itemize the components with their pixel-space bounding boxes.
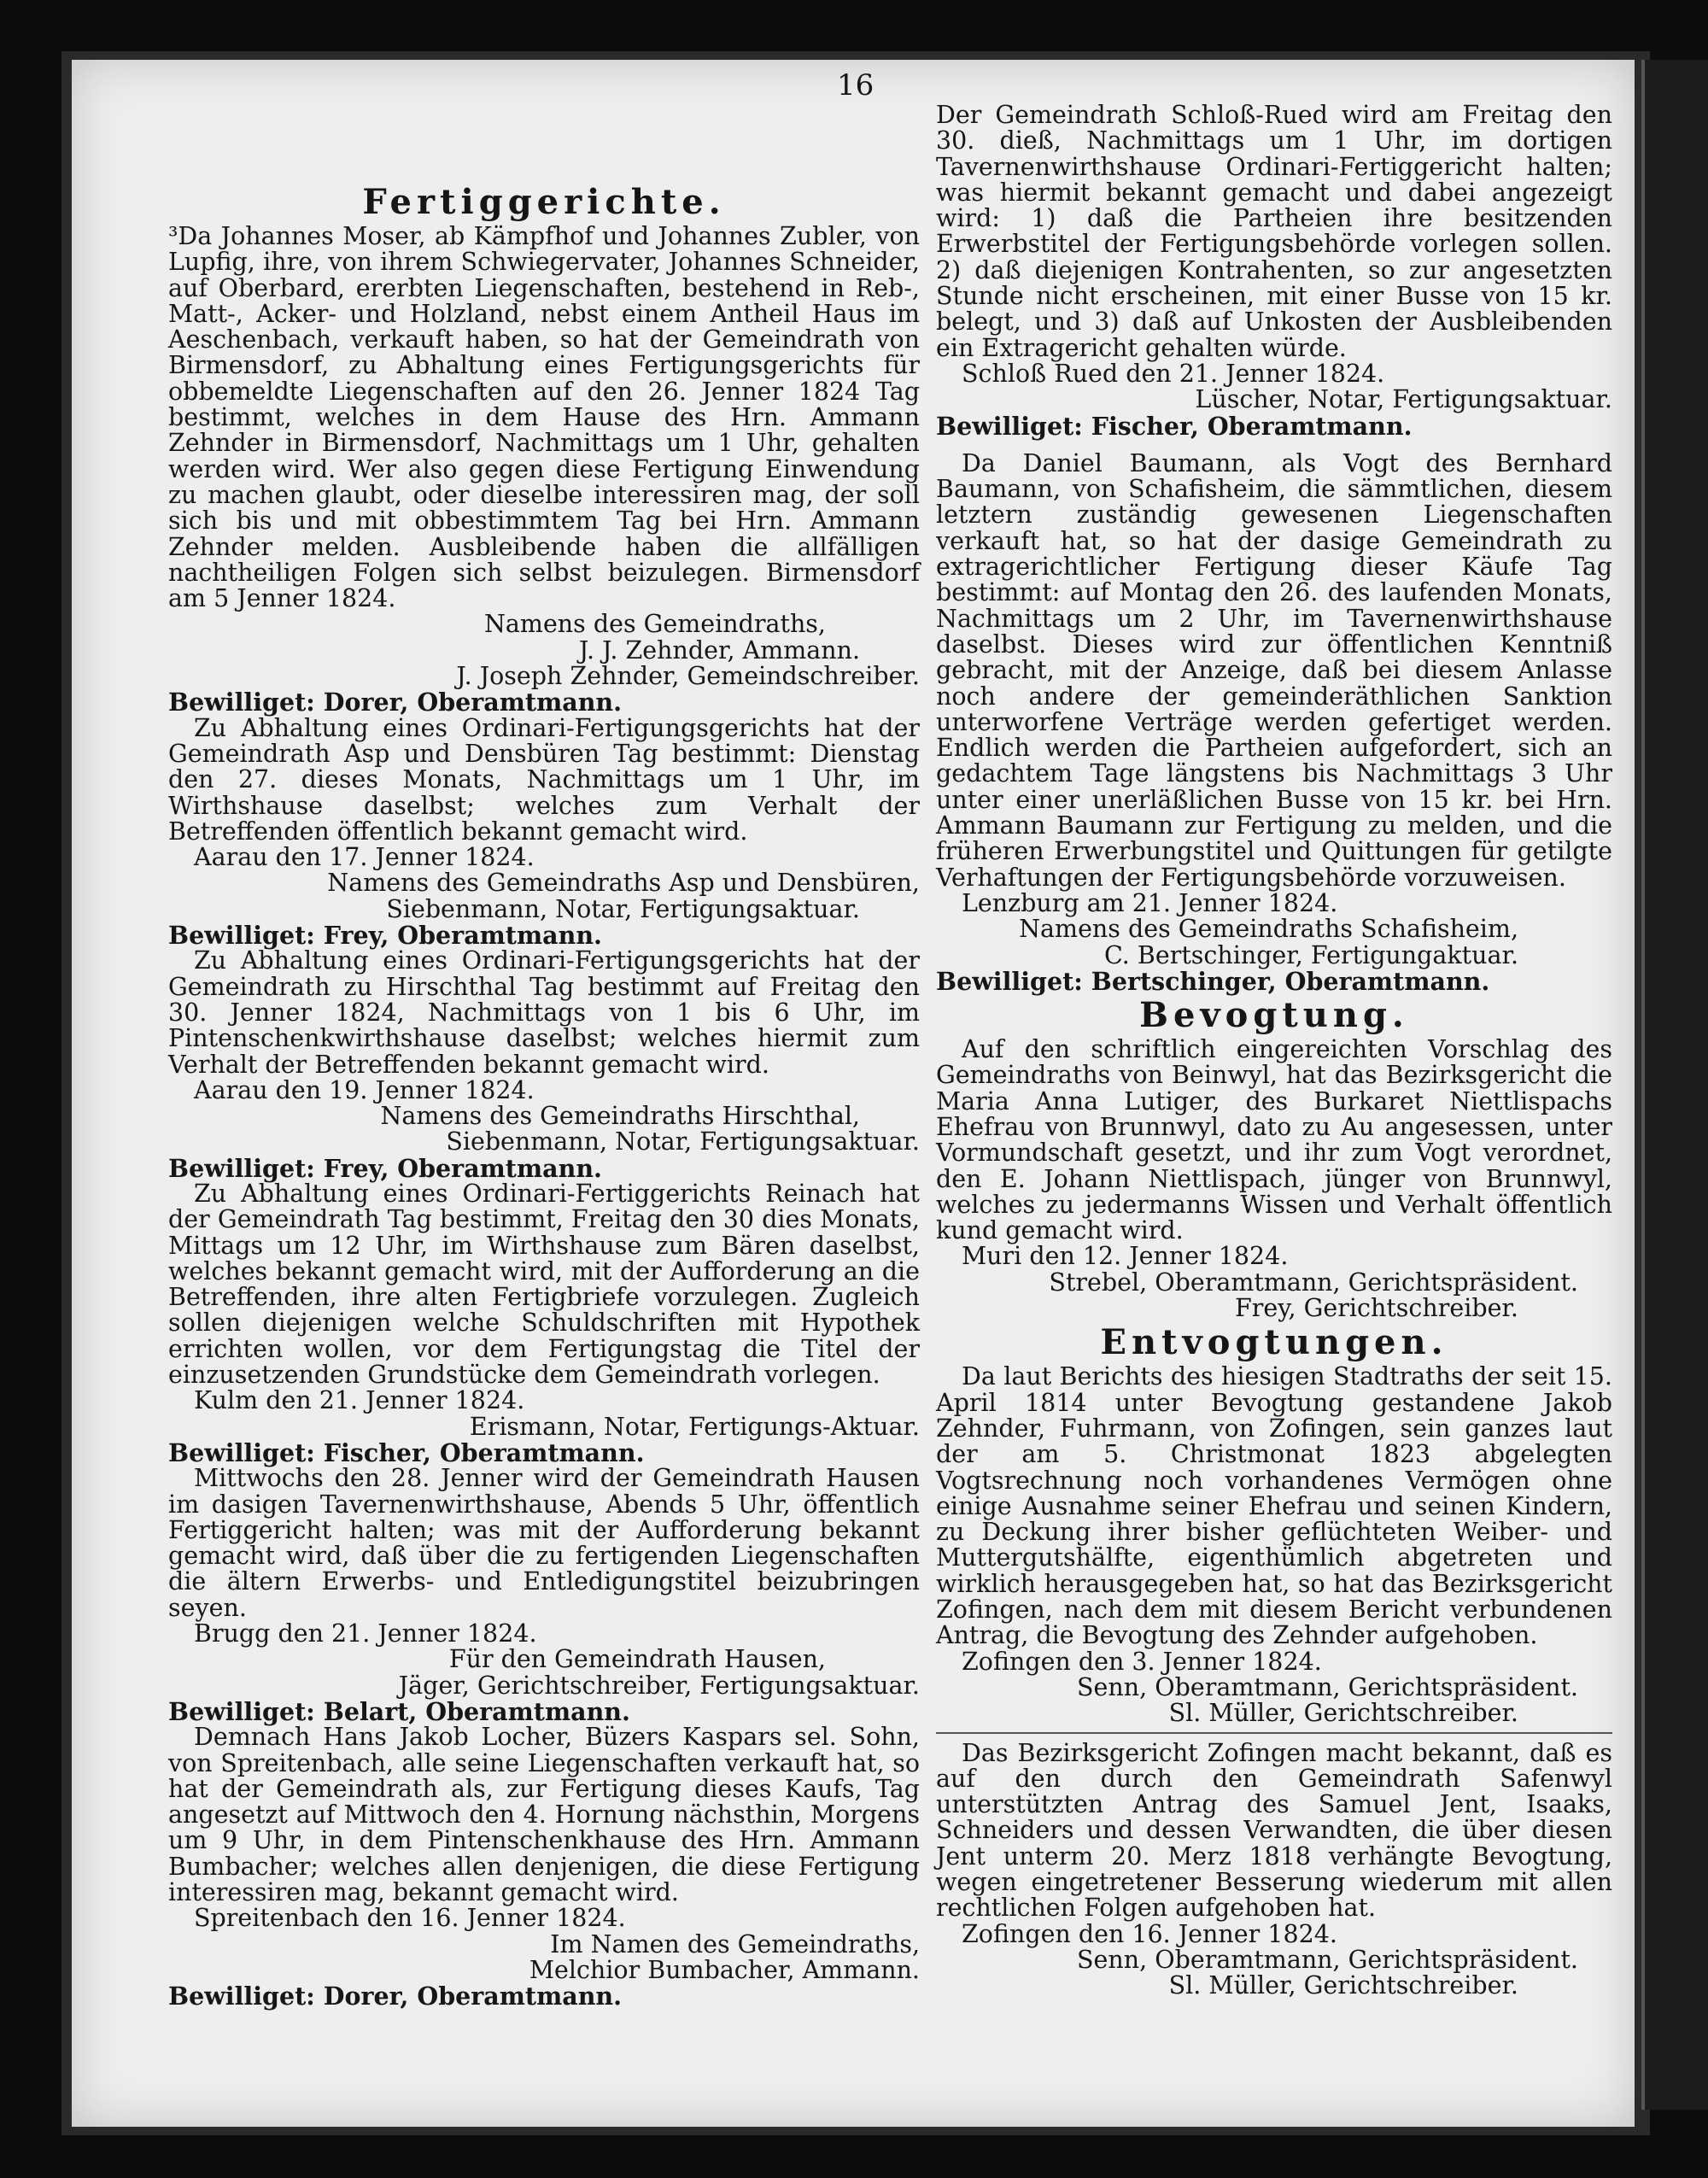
notice-approval: Bewilliget: Dorer, Oberamtmann. (168, 1982, 623, 2011)
notice-signer: J. J. Zehnder, Ammann. (578, 635, 860, 665)
notice-zofingen-zehnder (936, 1364, 1612, 1726)
notice-body: Demnach Hans Jakob Locher, Büzers Kaspars sel. Sohn, von Spreitenbach, alle seine Liegenschaften verkauft hat, so hat der Gemeindrath als, zur Fertigung dieses Kaufs, Tag angesetzt auf Mittwoch den 4. Hornung nächsthin, Morgens um 9 Uhr, in dem Pintenschenkhause des Hrn. Ammann Bumbacher; welches allen denjenigen, die diese Fertigung interessiren mag, bekannt gemacht wird. (168, 1723, 920, 1906)
notice-body: Der Gemeindrath Schloß-Rued wird am Freitag den 30. dieß, Nachmittags um 1 Uhr, im dortigen Tavernenwirthshause Ordinari-Fertiggericht halten; was hiermit bekannt gemacht und dabei angezeigt wird: 1) daß die Partheien ihre besitzenden Erwerbstitel der Fertigungsbehörde vorlegen sollen. 2) daß diejenigen Kontrahenten, so zur angesetzten Stunde nicht erscheinen, mit einer Busse von 15 kr. belegt, und 3) daß auf Unkosten der Ausbleibenden ein Extragericht gehalten würde. (936, 101, 1612, 362)
notice-signer: Namens des Gemeindraths Asp und Densbüren, (327, 869, 920, 898)
notice-signer: Siebenmann, Notar, Fertigungsaktuar. (446, 1127, 920, 1156)
notice-asp-densbueren (168, 713, 920, 951)
notice-place-date: Muri den 12. Jenner 1824. (962, 1242, 1289, 1271)
notice-approval: Bewilliget: Dorer, Oberamtmann. (168, 688, 623, 717)
notice-signer: C. Bertschinger, Fertigungaktuar. (1103, 940, 1518, 969)
section-heading-bevogtung: Bevogtung. (1139, 995, 1409, 1036)
notice-approval: Bewilliget: Belart, Oberamtmann. (168, 1696, 630, 1726)
notice-birmensdorf (168, 224, 920, 716)
notice-signer: Sl. Müller, Gerichtschreiber. (1168, 1699, 1518, 1728)
notice-body: Auf den schriftlich eingereichten Vorschlag des Gemeindraths von Beinwyl, hat das Bezirksgericht die Maria Anna Lutiger, des Burkaret Niettlispachs Ehefrau von Brunnwyl, dato zu Au angesessen, unter Vormundschaft gesetzt, und ihr zum Vogt verordnet, den E. Johann Niettlispach, jünger von Brunnwyl, welches zu jedermanns Wissen und Verhalt öffentlich kund gemacht wird. (936, 1035, 1612, 1245)
notice-approval: Bewilliget: Frey, Oberamtmann. (168, 921, 602, 951)
notice-signer: Jäger, Gerichtschreiber, Fertigungsaktuar. (398, 1671, 920, 1700)
notice-schloss-rued (936, 102, 1612, 439)
notice-body: Da Daniel Baumann, als Vogt des Bernhard Baumann, von Schafisheim, die sämmtlichen, diesem letztern zuständig gewesenen Liegenschaften verkauft hat, so hat der dasige Gemeindrath zu extragerichtlicher Fertigung dieser Käufe Tag bestimmt: auf Montag den 26. des laufenden Monats, Nachmittags um 2 Uhr, im Tavernenwirthshause daselbst. Dieses wird zur öffentlichen Kenntniß gebracht, mit der Anzeige, daß bei diesem Anlasse noch andere der gemeinderäthlichen Sanktion unterworfene Verträge werden gefertiget werden. Endlich werden die Partheien aufgefordert, sich an gedachtem Tage längstens bis Nachmittags 3 Uhr unter einer unerläßlichen Busse von 15 kr. bei Hrn. Ammann Baumann zur Fertigung zu melden, und die früheren Erwerbungstitel und Quittungen für getilgte Verhaftungen der Fertigungsbehörde vorzuweisen. (936, 448, 1612, 892)
notice-signer: J. Joseph Zehnder, Gemeindschreiber. (456, 662, 920, 691)
notice-place-date: Aarau den 17. Jenner 1824. (194, 843, 535, 872)
notice-body: Zu Abhaltung eines Ordinari-Fertiggerichts Reinach hat der Gemeindrath Tag bestimmt, Freitag den 30 dies Monats, Mittags um 12 Uhr, im Wirthshause zum Bären daselbst, welches bekannt gemacht wird, mit der Aufforderung an die Betreffenden, ihre alten Fertigbriefe vorzulegen. Zugleich sollen diejenigen welche Schuldschriften mit Hypothek errichten wollen, vor dem Fertigungstag die Titel der einzusetzenden Grundstücke dem Gemeindrath vorlegen. (168, 1179, 920, 1390)
notice-schafisheim (936, 448, 1612, 996)
notice-signer: Namens des Gemeindraths Schafisheim, (1019, 915, 1518, 944)
notice-signer: Siebenmann, Notar, Fertigungsaktuar. (386, 894, 860, 923)
next-page-edge (1641, 60, 1708, 2110)
notice-signer: Namens des Gemeindraths Hirschthal, (380, 1102, 860, 1131)
notice-approval: Bewilliget: Fischer, Oberamtmann. (168, 1437, 645, 1467)
notice-hausen (168, 1466, 920, 1724)
notice-signer: Für den Gemeindrath Hausen, (448, 1645, 826, 1674)
notice-signer: Lüscher, Notar, Fertigungsaktuar. (1195, 385, 1612, 414)
right-column (936, 102, 1612, 1999)
notice-place-date: Aarau den 19. Jenner 1824. (194, 1075, 535, 1104)
notice-body: Zu Abhaltung eines Ordinari-Fertigungsgerichts hat der Gemeindrath Asp und Densbüren Tag bestimmt: Dienstag den 27. dieses Monats, Nachmittags um 1 Uhr, im Wirthshause daselbst; welches zum Verhalt der Betreffenden öffentlich bekannt gemacht wird. (168, 713, 920, 846)
notice-signer: Strebel, Oberamtmann, Gerichtspräsident. (1049, 1268, 1578, 1297)
notice-hirschthal (168, 948, 920, 1181)
notice-approval: Bewilliget: Bertschinger, Oberamtmann. (936, 966, 1490, 996)
notice-place-date: Zofingen den 16. Jenner 1824. (962, 1919, 1337, 1948)
notice-place-date: Lenzburg am 21. Jenner 1824. (962, 888, 1338, 917)
divider (936, 1732, 1612, 1734)
notice-body: Mittwochs den 28. Jenner wird der Gemeindrath Hausen im dasigen Tavernenwirthshause, Abends 5 Uhr, öffentlich Fertiggericht halten; was mit der Aufforderung bekannt gemacht wird, daß über die zu fertigenden Liegenschaften die ältern Erwerbs- und Entledigungstitel beizubringen seyen. (168, 1464, 920, 1622)
notice-zofingen-jent (936, 1738, 1612, 2000)
notice-place-date: Spreitenbach den 16. Jenner 1824. (194, 1904, 626, 1933)
notice-place-date: Brugg den 21. Jenner 1824. (194, 1619, 537, 1648)
notice-body: ³Da Johannes Moser, ab Kämpfhof und Johannes Zubler, von Lupfig, ihre, von ihrem Schwiegervater, Johannes Schneider, auf Oberbard, ererbten Liegenschaften, bestehend in Reb-, Matt-, Acker- und Holzland, nebst einem Antheil Haus im Aeschenbach, verkauft haben, so hat der Gemeindrath von Birmensdorf, zu Abhaltung eines Fertigungsgerichts für obbemeldte Liegenschaften auf den 26. Jenner 1824 Tag bestimmt, welches in dem Hause des Hrn. Ammann Zehnder in Birmensdorf, Nachmittags um 1 Uhr, gehalten werden wird. Wer also gegen diese Fertigung Einwendung zu machen glaubt, oder dieselbe interessiren mag, der soll sich bis und mit obbestimmtem Tag bei Hrn. Ammann Zehnder melden. Ausbleibende haben die allfälligen nachtheiligen Folgen sich selbst beizulegen. Birmensdorf am 5 Jenner 1824. (168, 222, 920, 613)
notice-body: Zu Abhaltung eines Ordinari-Fertigungsgerichts hat der Gemeindrath zu Hirschthal Tag bestimmt auf Freitag den 30. Jenner 1824, Nachmittags von 1 bis 6 Uhr, im Pintenschenkwirthshause daselbst; welches hiermit zum Verhalt der Betreffenden bekannt gemacht wird. (168, 946, 920, 1079)
notice-reinach (168, 1181, 920, 1466)
notice-body: Das Bezirksgericht Zofingen macht bekannt, daß es auf den durch den Gemeindrath Safenwyl unterstützten Antrag des Samuel Jent, Isaaks, Schneiders und dessen Verwandten, die über diesen Jent unterm 20. Merz 1818 verhängte Bevogtung, wegen eingetretener Besserung wiederum mit allen rechtlichen Folgen aufgehoben hat. (936, 1738, 1612, 1923)
notice-signer: Senn, Oberamtmann, Gerichtspräsident. (1077, 1945, 1578, 1974)
left-column (168, 102, 920, 2009)
notice-signer: Frey, Gerichtschreiber. (1234, 1294, 1518, 1323)
section-heading-fertiggerichte: Fertiggerichte. (362, 182, 726, 222)
notice-signer: Im Namen des Gemeindraths, (550, 1929, 920, 1958)
notice-beinwyl (936, 1037, 1612, 1321)
notice-signer: Namens des Gemeindraths, (483, 610, 826, 639)
notice-signer: Senn, Oberamtmann, Gerichtspräsident. (1077, 1672, 1578, 1701)
notice-signer: Melchior Bumbacher, Ammann. (529, 1955, 920, 1984)
notice-body: Da laut Berichts des hiesigen Stadtraths der seit 15. April 1814 unter Bevogtung gestandene Jakob Zehnder, Fuhrmann, von Zofingen, sein ganzes laut der am 5. Christmonat 1823 abgelegten Vogtsrechnung noch vorhandenes Vermögen ohne einige Ausnahme seiner Ehefrau und seinen Kindern, zu Deckung ihrer bisher geflüchteten Weiber- und Muttergutshälfte, eigenthümlich abgetreten und wirklich herausgegeben hat, so hat das Bezirksgericht Zofingen, nach dem mit diesem Bericht verbundenen Antrag, die Bevogtung des Zehnder aufgehoben. (936, 1362, 1612, 1650)
notice-spreitenbach (168, 1724, 920, 2009)
notice-place-date: Kulm den 21. Jenner 1824. (194, 1386, 525, 1415)
notice-approval: Bewilliget: Frey, Oberamtmann. (168, 1153, 602, 1183)
notice-place-date: Schloß Rued den 21. Jenner 1824. (962, 359, 1385, 388)
page-number: 16 (837, 68, 874, 102)
notice-place-date: Zofingen den 3. Jenner 1824. (962, 1647, 1322, 1676)
notice-approval: Bewilliget: Fischer, Oberamtmann. (936, 411, 1413, 441)
section-heading-entvogtungen: Entvogtungen. (1100, 1322, 1448, 1363)
notice-signer: Sl. Müller, Gerichtschreiber. (1168, 1971, 1518, 2000)
notice-signer: Erismann, Notar, Fertigungs-Aktuar. (469, 1412, 920, 1441)
